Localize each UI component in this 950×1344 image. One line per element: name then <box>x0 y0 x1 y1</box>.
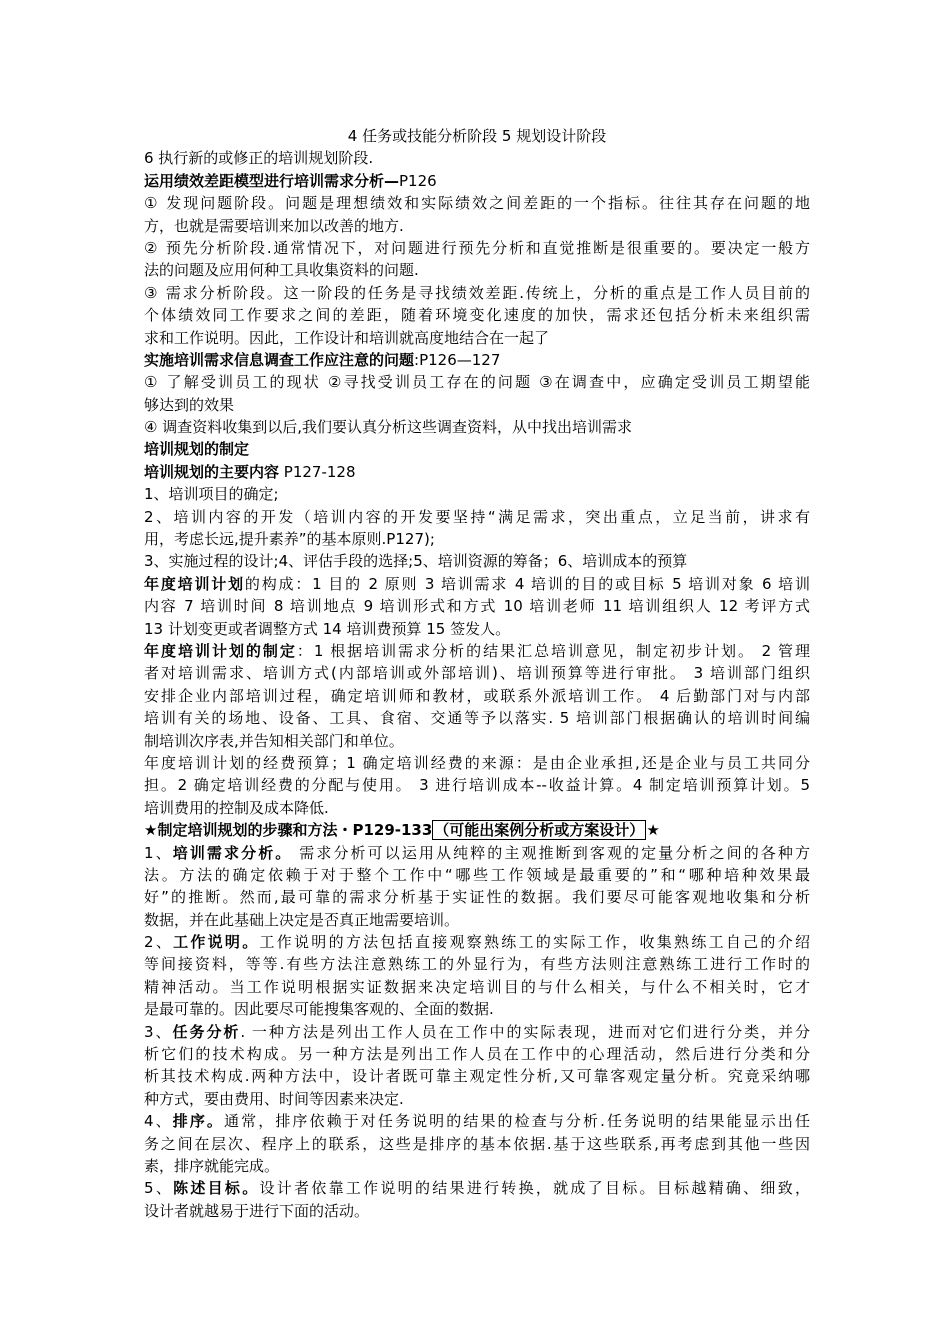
text-segment: 4、 <box>144 1112 173 1131</box>
text-segment: 1、 <box>144 843 173 862</box>
text-segment: 2、 <box>144 933 174 952</box>
text-segment: 设计者依靠工作说明的结果进行转换，就成了目标。目标越精确、细致， <box>259 1179 810 1198</box>
text-line <box>144 304 810 326</box>
text-segment: 数据，并在此基础上决定是否真正地需要培训。 <box>144 910 460 929</box>
text-line <box>144 573 810 595</box>
text-segment: 制培训次序表,并告知相关部门和单位。 <box>144 731 404 750</box>
text-line <box>144 1200 810 1222</box>
text-line <box>144 774 810 796</box>
text-line <box>144 1133 810 1155</box>
text-segment: 安排企业内部培训过程，确定培训师和教材，或联系外派培训工作。 4 后勤部门对与内部 <box>144 686 810 705</box>
text-line <box>144 349 810 371</box>
document-body <box>144 125 810 1222</box>
text-line <box>144 528 810 550</box>
text-line <box>144 618 810 640</box>
text-line <box>144 797 810 819</box>
text-segment: 的构成 <box>244 574 296 593</box>
text-line <box>144 483 810 505</box>
text-segment: 实施培训需求信息调查工作应注意的问题 <box>144 350 415 369</box>
text-line <box>144 125 810 147</box>
text-line <box>144 327 810 349</box>
text-segment: 5、 <box>144 1179 174 1198</box>
text-segment: ★制定培训规划的步骤和方法・P129-133 <box>144 821 433 840</box>
text-line <box>144 461 810 483</box>
text-segment: 培训规划的制定 <box>144 440 250 459</box>
text-line <box>144 282 810 304</box>
text-line <box>144 1043 810 1065</box>
text-line <box>144 752 810 774</box>
text-line <box>144 215 810 237</box>
text-segment: 运用绩效差距模型进行培训需求分析— <box>144 171 400 190</box>
text-segment: 工作说明的方法包括直接观察熟练工的实际工作，收集熟练工自己的介绍 <box>259 933 810 952</box>
text-segment: 3、实施过程的设计;4、评估手段的选择;5、培训资源的筹备；6、培训成本的预算 <box>144 552 688 571</box>
text-segment: 培训需求分析。 <box>172 843 293 862</box>
text-segment: 担。2 确定培训经费的分配与使用。 3 进行培训成本--收益计算。4 制定培训预算计划。5 <box>144 776 810 795</box>
text-line <box>144 685 810 707</box>
text-line <box>144 394 810 416</box>
text-line <box>144 1021 810 1043</box>
text-segment: P127-128 <box>279 462 356 481</box>
text-segment: 内容 7 培训时间 8 培训地点 9 培训形式和方式 10 培训老师 11 培训组织人 12 考评方式 <box>144 597 810 616</box>
text-line <box>144 192 810 214</box>
text-segment: 4 任务或技能分析阶段 5 规划设计阶段 <box>347 127 607 145</box>
text-line <box>144 1110 810 1132</box>
text-line <box>144 550 810 572</box>
text-segment: 排序。 <box>172 1112 225 1131</box>
text-line <box>144 237 810 259</box>
text-segment: 1、培训项目的确定; <box>144 485 279 504</box>
text-segment: 培训规划的主要内容 <box>144 462 280 481</box>
text-segment: 2、培训内容的开发（培训内容的开发要坚持“满足需求，突出重点，立足当前，讲求有 <box>144 507 810 526</box>
text-line <box>144 506 810 528</box>
text-segment: 工作说明。 <box>173 933 260 952</box>
text-segment: 务之间在层次、程序上的联系，这些是排序的基本依据.基于这些联系,再考虑到其他一些因 <box>144 1134 810 1153</box>
text-segment: ④ 调查资料收集到以后,我们要认真分析这些调查资料，从中找出培训需求 <box>144 418 632 437</box>
text-segment: 等间接资料，等等.有些方法注意熟练工的外显行为，有些方法则注意熟练工进行工作时的 <box>144 955 810 974</box>
text-segment: 培训费用的控制及成本降低. <box>144 798 329 817</box>
text-segment: 培训有关的场地、设备、工具、食宿、交通等予以落实. 5 培训部门根据确认的培训时间编 <box>144 709 810 728</box>
text-segment: 13 计划变更或者调整方式 14 培训费预算 15 签发人。 <box>144 619 511 638</box>
text-segment: P126 <box>399 171 437 190</box>
text-segment: ② 预先分析阶段.通常情况下，对问题进行预先分析和直觉推断是很重要的。要决定一般方 <box>144 238 810 257</box>
text-segment: 个体绩效同工作要求之间的差距，随着环境变化速度的加快，需求还包括分析未来组织需 <box>144 306 810 325</box>
text-segment: 析它们的技术构成。另一种方法是列出工作人员在工作中的心理活动，然后进行分类和分 <box>144 1045 810 1064</box>
text-line <box>144 953 810 975</box>
text-line <box>144 730 810 752</box>
text-line <box>144 662 810 684</box>
text-segment: 精神活动。当工作说明根据实证数据来决定培训目的与什么相关，与什么不相关时，它才 <box>144 977 810 996</box>
text-line <box>144 976 810 998</box>
text-line <box>144 909 810 931</box>
text-segment: 陈述目标。 <box>173 1179 260 1198</box>
text-line <box>144 886 810 908</box>
text-line <box>144 1088 810 1110</box>
text-segment: 任务分析 <box>172 1022 241 1041</box>
text-segment: 需求分析可以运用从纯粹的主观推断到客观的定量分析之间的各种方 <box>292 843 810 862</box>
text-line <box>144 416 810 438</box>
text-segment: :P126—127 <box>414 350 501 369</box>
text-line <box>144 998 810 1020</box>
text-line <box>144 371 810 393</box>
text-segment: 好”的推断。然而,最可靠的需求分析基于实证性的数据。我们要尽可能客观地收集和分析 <box>144 888 810 907</box>
text-line <box>144 1065 810 1087</box>
text-segment: ：1 目的 2 原则 3 培训需求 4 培训的目的或目标 5 培训对象 6 培训 <box>295 574 810 593</box>
text-segment: 通常，排序依赖于对任务说明的结果的检查与分析.任务说明的结果能显示出任 <box>224 1112 810 1131</box>
text-segment: 方，也就是需要培训来加以改善的地方. <box>144 216 404 235</box>
text-segment: 是最可靠的。因此要尽可能搜集客观的、全面的数据. <box>144 1000 494 1019</box>
text-segment: 求和工作说明。因此，工作设计和培训就高度地结合在一起了 <box>144 328 550 347</box>
text-segment: 用，考虑长远,提升素养”的基本原则.P127); <box>144 530 435 549</box>
text-line <box>144 438 810 460</box>
text-line <box>144 842 810 864</box>
text-segment: ：1 根据培训需求分析的结果汇总培训意见，制定初步计划。 2 管理 <box>296 641 810 660</box>
text-segment: . 一种方法是列出工作人员在工作中的实际表现，进而对它们进行分类，并分 <box>240 1022 810 1041</box>
text-segment: 素，排序就能完成。 <box>144 1156 280 1175</box>
text-line <box>144 864 810 886</box>
text-segment: ★ <box>646 821 660 840</box>
text-line <box>144 707 810 729</box>
text-segment: 3、 <box>144 1022 173 1041</box>
text-segment: 年度培训计划 <box>144 574 245 593</box>
text-segment: ③ 需求分析阶段。这一阶段的任务是寻找绩效差距.传统上，分析的重点是工作人员目前的 <box>144 283 810 302</box>
text-segment: 设计者就越易于进行下面的活动。 <box>144 1201 370 1220</box>
text-segment: 法的问题及应用何种工具收集资料的问题. <box>144 261 419 280</box>
text-segment: 够达到的效果 <box>144 395 235 414</box>
text-segment: 年度培训计划的制定 <box>144 641 297 660</box>
text-segment: 年度培训计划的经费预算；1 确定培训经费的来源：是由企业承担,还是企业与员工共同分 <box>144 753 810 772</box>
text-line <box>144 595 810 617</box>
text-segment: 法。方法的确定依赖于对于整个工作中“哪些工作领域是最重要的”和“哪种培种效果最 <box>144 865 810 884</box>
text-line <box>144 1155 810 1177</box>
text-line <box>144 1177 810 1199</box>
text-line <box>144 819 810 841</box>
text-line <box>144 259 810 281</box>
text-segment: 析其技术构成.两种方法中，设计者既可靠主观定性分析,又可靠客观定量分析。究竟采纳哪 <box>144 1067 810 1086</box>
text-segment: ① 发现问题阶段。问题是理想绩效和实际绩效之间差距的一个指标。往往其存在问题的地 <box>144 194 810 213</box>
text-line <box>144 170 810 192</box>
text-segment: ① 了解受训员工的现状 ②寻找受训员工存在的问题 ③在调查中，应确定受训员工期望能 <box>144 373 810 392</box>
text-segment: 6 执行新的或修正的培训规划阶段. <box>144 149 374 168</box>
text-line <box>144 147 810 169</box>
text-segment: 种方式，要由费用、时间等因素来决定. <box>144 1089 404 1108</box>
text-segment: （可能出案例分析或方案设计） <box>434 821 645 840</box>
text-line <box>144 640 810 662</box>
text-line <box>144 931 810 953</box>
text-segment: 者对培训需求、培训方式(内部培训或外部培训)、培训预算等进行审批。 3 培训部门组织 <box>144 664 810 683</box>
